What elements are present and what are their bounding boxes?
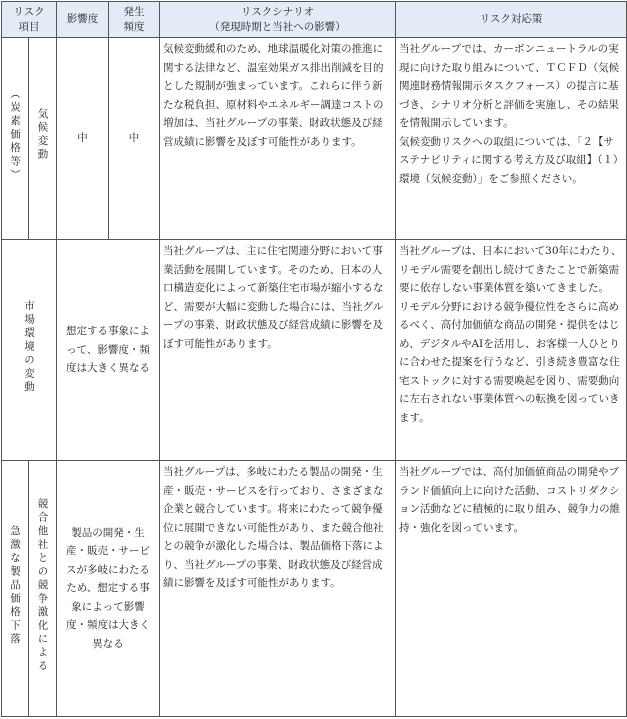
- header-scenario-title: リスクシナリオ: [240, 5, 315, 18]
- scenario-cell: [160, 38, 396, 240]
- risk-item-title-text: 市場環境の変動: [23, 299, 35, 394]
- header-impact: 影響度: [57, 2, 109, 38]
- response-text-2: リモデル分野における競争優位性をさらに高めるべく、高付加価値な商品の開発・提供をはじめ、デジタルやAIを活用し、お客様一人ひとりに合わせた提案を行うなど、引き続き豊富な住宅ストックに対する需要喚起を図り、需要動向に左右されない事業体質への転換を図っていきます。: [399, 300, 620, 424]
- response-cell: [396, 38, 627, 240]
- header-scenario: [160, 2, 396, 38]
- risk-item-title: [29, 38, 57, 240]
- risk-item-title-text: 気候変動: [36, 108, 49, 163]
- table-row: [2, 240, 627, 461]
- risk-item-title-text: 競合他社との競争激化による: [36, 497, 49, 673]
- scenario-text: 当社グループは、多岐にわたる製品の開発・生産・販売・サービスを行っており、さまざまな企業と競合しています。将来にわたって競争優位に展開できない可能性があり、また競合他社との競争が激化した場合は、製品価格下落により、当社グループの事業、財政状態及び経営成績に影響を及ぼす可能性があります。: [163, 466, 384, 589]
- risk-item-title: [29, 461, 57, 717]
- response-text-1: 当社グループでは、高付加価値商品の開発やブランド価値向上に向けた活動、コストリダクション活動などに積極的に取り組み、競争力の維持・強化を図っています。: [399, 466, 621, 534]
- scenario-cell: [160, 240, 396, 461]
- response-cell: [396, 240, 627, 461]
- risk-item-subtitle: [2, 38, 29, 240]
- risk-item-subtitle-text: （炭素価格等）: [9, 88, 21, 183]
- table-row: [2, 38, 627, 240]
- frequency-cell: 中: [109, 38, 160, 240]
- header-risk-item: リスク 項目: [2, 2, 57, 38]
- risk-item-title: [2, 240, 57, 461]
- impact-frequency-merged: 想定する事象によって、影響度・頻度は大きく異なる: [57, 240, 160, 461]
- header-frequency: 発生 頻度: [109, 2, 160, 38]
- header-scenario-sub: （発現時期と当社への影響）: [209, 20, 346, 33]
- impact-cell: 中: [57, 38, 109, 240]
- impact-frequency-merged: 製品の開発・生産・販売・サービスが多岐にわたるため、想定する事象によって影響度・頻度は大きく異なる: [57, 461, 160, 717]
- risk-item-subtitle-text: 急激な製品価格下落: [9, 524, 21, 646]
- scenario-cell: [160, 461, 396, 717]
- response-cell: [396, 461, 627, 717]
- scenario-text: 当社グループは、主に住宅関連分野において事業活動を展開しています。そのため、日本の人口構造変化によって新築住宅市場が縮小するなど、需要が大幅に変動した場合には、当社グループの事業、財政状態及び経営成績に影響を及ぼす可能性があります。: [163, 245, 384, 350]
- response-text-2: 気候変動リスクへの取組については、「２【サステナビリティに関する考え方及び取組】（１）環境（気候変動）」をご参照ください。: [399, 135, 619, 185]
- response-text-1: 当社グループは、日本において30年にわたり、リモデル需要を創出し続けてきたことで新築需要に依存しない事業体質を築いてきました。: [399, 245, 622, 294]
- response-text-1: 当社グループでは、カーボンニュートラルの実現に向けた取り組みについて、ＴＣＦＤ（気候関連財務情報開示タスクフォース）の提言に基づき、シナリオ分析と評価を実施し、その結果を情報開示しています。: [399, 43, 620, 129]
- risk-item-subtitle: [2, 461, 29, 717]
- table-row: [2, 461, 627, 717]
- risk-table: [1, 1, 627, 717]
- header-row: [2, 2, 627, 38]
- header-response: リスク対応策: [396, 2, 627, 38]
- scenario-text: 気候変動緩和のため、地球温暖化対策の推進に関する法律など、温室効果ガス排出削減を目的とした規制が強まっています。これらに伴う新たな税負担、原材料やエネルギー調達コストの増加は、当社グループの事業、財政状態及び経営成績に影響を及ぼす可能性があります。: [163, 43, 384, 148]
